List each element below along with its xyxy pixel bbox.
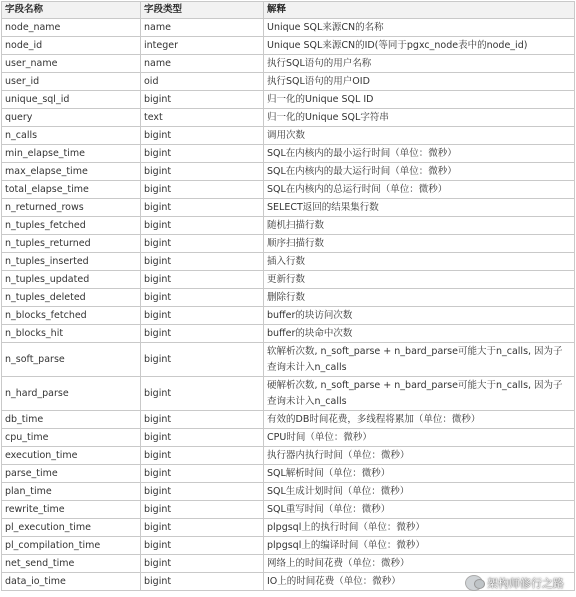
- cell-field-type: bigint: [141, 501, 264, 519]
- cell-description: Unique SQL来源CN的ID(等同于pgxc_node表中的node_id): [264, 37, 575, 55]
- table-row: [2, 181, 575, 199]
- cell-field-type: bigint: [141, 429, 264, 447]
- table-row: [2, 73, 575, 91]
- cell-description: 执行SQL语句的用户名称: [264, 55, 575, 73]
- wechat-icon: [465, 575, 483, 591]
- cell-field-type: bigint: [141, 325, 264, 343]
- field-table: [1, 1, 575, 591]
- cell-field-name: execution_time: [2, 447, 141, 465]
- cell-field-type: bigint: [141, 555, 264, 573]
- cell-field-type: bigint: [141, 573, 264, 591]
- cell-field-type: text: [141, 109, 264, 127]
- cell-field-type: bigint: [141, 163, 264, 181]
- cell-field-type: bigint: [141, 537, 264, 555]
- watermark: [465, 575, 564, 591]
- cell-field-type: bigint: [141, 235, 264, 253]
- cell-description: buffer的块访问次数: [264, 307, 575, 325]
- cell-description: 删除行数: [264, 289, 575, 307]
- cell-field-name: db_time: [2, 411, 141, 429]
- cell-field-name: n_tuples_inserted: [2, 253, 141, 271]
- table-row: [2, 55, 575, 73]
- cell-field-type: oid: [141, 73, 264, 91]
- cell-field-name: n_calls: [2, 127, 141, 145]
- cell-field-name: max_elapse_time: [2, 163, 141, 181]
- cell-field-type: bigint: [141, 253, 264, 271]
- cell-field-type: bigint: [141, 343, 264, 377]
- header-field-name: 字段名称: [2, 2, 141, 19]
- cell-description: 有效的DB时间花费，多线程将累加（单位：微秒）: [264, 411, 575, 429]
- cell-field-type: bigint: [141, 145, 264, 163]
- cell-description: IO上的时间花费（单位：微秒）: [264, 573, 575, 591]
- cell-field-name: pl_execution_time: [2, 519, 141, 537]
- cell-field-type: bigint: [141, 411, 264, 429]
- watermark-text: 架构师修行之路: [487, 577, 564, 590]
- cell-field-name: n_tuples_fetched: [2, 217, 141, 235]
- cell-description: 插入行数: [264, 253, 575, 271]
- cell-field-name: n_blocks_fetched: [2, 307, 141, 325]
- cell-description: 归一化的Unique SQL字符串: [264, 109, 575, 127]
- cell-field-name: node_name: [2, 19, 141, 37]
- table-row: [2, 163, 575, 181]
- cell-description: SQL重写时间（单位：微秒）: [264, 501, 575, 519]
- cell-description: 调用次数: [264, 127, 575, 145]
- table-row: [2, 447, 575, 465]
- table-row: [2, 537, 575, 555]
- cell-field-name: unique_sql_id: [2, 91, 141, 109]
- cell-description: SQL解析时间（单位：微秒）: [264, 465, 575, 483]
- cell-field-name: user_id: [2, 73, 141, 91]
- cell-description: 网络上的时间花费（单位：微秒）: [264, 555, 575, 573]
- cell-field-name: rewrite_time: [2, 501, 141, 519]
- table-row: [2, 235, 575, 253]
- cell-field-type: integer: [141, 37, 264, 55]
- table-row: [2, 501, 575, 519]
- cell-field-type: name: [141, 19, 264, 37]
- cell-description: buffer的块命中次数: [264, 325, 575, 343]
- header-field-type: 字段类型: [141, 2, 264, 19]
- table-row: [2, 199, 575, 217]
- cell-field-name: net_send_time: [2, 555, 141, 573]
- cell-field-name: plan_time: [2, 483, 141, 501]
- table-row: [2, 411, 575, 429]
- cell-field-name: query: [2, 109, 141, 127]
- cell-field-type: name: [141, 55, 264, 73]
- table-row: [2, 343, 575, 377]
- cell-field-type: bigint: [141, 181, 264, 199]
- cell-description: CPU时间（单位：微秒）: [264, 429, 575, 447]
- cell-field-type: bigint: [141, 377, 264, 411]
- cell-field-name: n_tuples_updated: [2, 271, 141, 289]
- cell-field-type: bigint: [141, 519, 264, 537]
- cell-description: 更新行数: [264, 271, 575, 289]
- cell-field-name: parse_time: [2, 465, 141, 483]
- cell-description: 硬解析次数, n_soft_parse + n_bard_parse可能大于n_calls, 因为子查询未计入n_calls: [264, 377, 575, 411]
- cell-description: SELECT返回的结果集行数: [264, 199, 575, 217]
- cell-description: SQL在内核内的最大运行时间（单位：微秒）: [264, 163, 575, 181]
- table-row: [2, 37, 575, 55]
- cell-field-type: bigint: [141, 307, 264, 325]
- cell-field-name: n_tuples_deleted: [2, 289, 141, 307]
- cell-description: plpgsql上的编译时间（单位：微秒）: [264, 537, 575, 555]
- cell-description: 归一化的Unique SQL ID: [264, 91, 575, 109]
- table-row: [2, 325, 575, 343]
- table-row: [2, 307, 575, 325]
- cell-field-name: min_elapse_time: [2, 145, 141, 163]
- cell-field-name: n_tuples_returned: [2, 235, 141, 253]
- cell-description: SQL在内核内的最小运行时间（单位：微秒）: [264, 145, 575, 163]
- table-row: [2, 217, 575, 235]
- table-row: [2, 377, 575, 411]
- cell-description: SQL生成计划时间（单位：微秒）: [264, 483, 575, 501]
- cell-description: SQL在内核内的总运行时间（单位：微秒）: [264, 181, 575, 199]
- table-row: [2, 519, 575, 537]
- cell-field-name: cpu_time: [2, 429, 141, 447]
- cell-description: 执行SQL语句的用户OID: [264, 73, 575, 91]
- cell-field-name: n_returned_rows: [2, 199, 141, 217]
- cell-field-type: bigint: [141, 199, 264, 217]
- table-row: [2, 19, 575, 37]
- cell-description: 软解析次数, n_soft_parse + n_bard_parse可能大于n_calls, 因为子查询未计入n_calls: [264, 343, 575, 377]
- cell-field-type: bigint: [141, 91, 264, 109]
- cell-field-type: bigint: [141, 483, 264, 501]
- cell-field-name: data_io_time: [2, 573, 141, 591]
- cell-field-name: total_elapse_time: [2, 181, 141, 199]
- cell-field-name: n_blocks_hit: [2, 325, 141, 343]
- cell-field-type: bigint: [141, 289, 264, 307]
- table-row: [2, 465, 575, 483]
- cell-description: Unique SQL来源CN的名称: [264, 19, 575, 37]
- cell-description: plpgsql上的执行时间（单位：微秒）: [264, 519, 575, 537]
- table-row: [2, 253, 575, 271]
- table-row: [2, 145, 575, 163]
- cell-description: 随机扫描行数: [264, 217, 575, 235]
- table-row: [2, 127, 575, 145]
- cell-description: 执行器内执行时间（单位：微秒）: [264, 447, 575, 465]
- table-row: [2, 483, 575, 501]
- table-row: [2, 109, 575, 127]
- table-row: [2, 429, 575, 447]
- cell-field-type: bigint: [141, 465, 264, 483]
- cell-field-name: user_name: [2, 55, 141, 73]
- cell-field-type: bigint: [141, 447, 264, 465]
- table-row: [2, 289, 575, 307]
- table-row: [2, 91, 575, 109]
- cell-field-type: bigint: [141, 127, 264, 145]
- cell-description: 顺序扫描行数: [264, 235, 575, 253]
- header-description: 解释: [264, 2, 575, 19]
- cell-field-type: bigint: [141, 271, 264, 289]
- table-header-row: [2, 2, 575, 19]
- cell-field-name: node_id: [2, 37, 141, 55]
- cell-field-name: n_hard_parse: [2, 377, 141, 411]
- cell-field-type: bigint: [141, 217, 264, 235]
- cell-field-name: pl_compilation_time: [2, 537, 141, 555]
- table-row: [2, 271, 575, 289]
- table-row: [2, 555, 575, 573]
- cell-field-name: n_soft_parse: [2, 343, 141, 377]
